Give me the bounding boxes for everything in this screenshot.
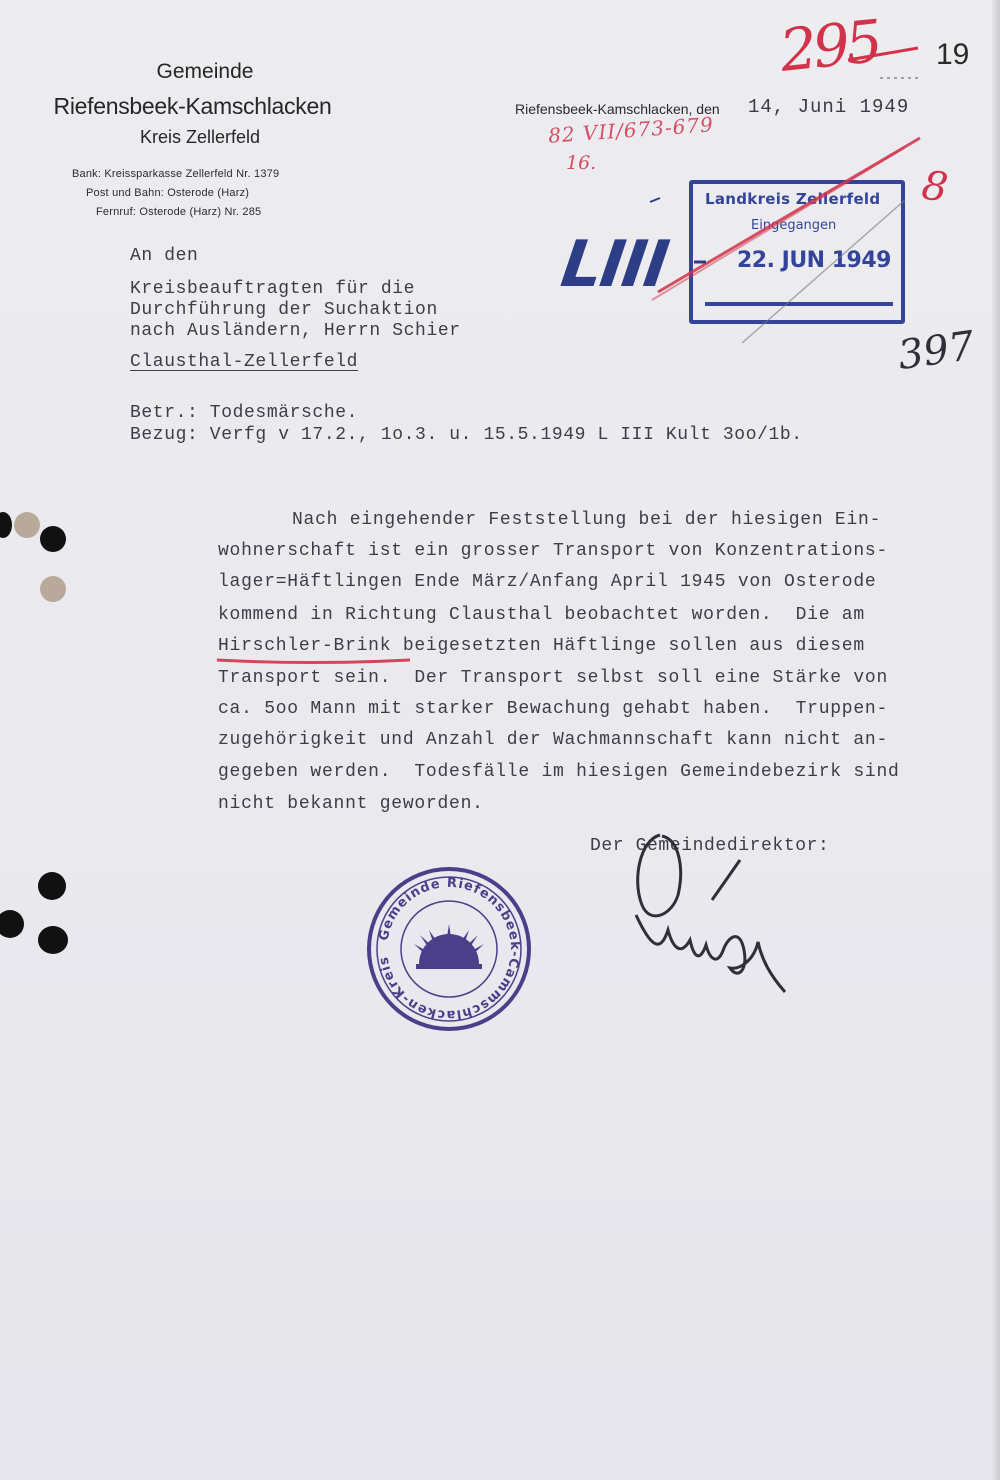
body-line: Hirschler-Brink beigesetzten Häftlinge sollen aus diesem	[218, 636, 865, 656]
body-line: wohnerschaft ist ein grosser Transport von Konzentrations-	[218, 541, 889, 561]
pencil-number: 397	[895, 322, 978, 380]
body-line: lager=Häftlingen Ende März/Anfang April 1945 von Osterode	[218, 572, 877, 592]
stamp-bar	[705, 302, 893, 306]
body-line: Nach eingehender Feststellung bei der hiesigen Ein-	[292, 510, 882, 530]
stamp-date: 22. JUN 1949	[737, 248, 891, 273]
received-stamp	[689, 180, 905, 324]
punch-hole	[14, 512, 40, 538]
closing-signature-line: Der Gemeindedirektor:	[590, 836, 830, 856]
address-line-2: Kreisbeauftragten für die	[130, 279, 416, 299]
punch-hole	[40, 526, 66, 552]
address-city: Clausthal-Zellerfeld	[130, 352, 359, 372]
body-line: kommend in Richtung Clausthal beobachtet worden. Die am	[218, 605, 865, 625]
blue-liii-mark: LIII	[556, 228, 672, 302]
punch-hole	[38, 926, 68, 954]
letterhead-municipality-name: Riefensbeek-Kamschlacken	[53, 93, 332, 119]
punch-hole	[38, 872, 66, 900]
punch-hole	[0, 910, 24, 938]
address-line-1: An den	[130, 246, 199, 266]
letterhead-gemeinde: Gemeinde	[156, 60, 254, 83]
letterhead-bank: Bank: Kreissparkasse Zellerfeld Nr. 1379	[72, 168, 280, 180]
red-handwritten-eight: 8	[918, 162, 951, 212]
reference-line: Bezug: Verfg v 17.2., 1o.3. u. 15.5.1949 L III Kult 3oo/1b.	[130, 425, 803, 445]
stamp-authority: Landkreis Zellerfeld	[705, 190, 881, 208]
body-line: Transport sein. Der Transport selbst soll eine Stärke von	[218, 668, 889, 688]
body-line: ca. 5oo Mann mit starker Bewachung gehabt haben. Truppen-	[218, 699, 889, 719]
punch-hole	[40, 576, 66, 602]
red-handwritten-reference: 82 VII/673-679	[547, 112, 715, 148]
letterhead-phone: Fernruf: Osterode (Harz) Nr. 285	[96, 206, 262, 218]
dateline-date: 14, Juni 1949	[748, 96, 910, 118]
svg-text:Gemeinde Riefensbeek-Cammschla: Gemeinde Riefensbeek-Cammschlacken-Kreis Zellerfeld	[358, 853, 523, 1023]
address-line-3: Durchführung der Suchaktion	[130, 300, 438, 320]
red-handwritten-number: 295	[776, 7, 883, 85]
address-line-4: nach Ausländern, Herrn Schier	[130, 321, 461, 341]
letterhead-post: Post und Bahn: Osterode (Harz)	[86, 187, 250, 199]
punch-hole	[0, 512, 12, 538]
page-number: 19	[936, 38, 970, 71]
page-edge	[992, 0, 1000, 1480]
dateline-place: Riefensbeek-Kamschlacken, den	[515, 101, 720, 117]
seal-sun-emblem	[414, 924, 484, 969]
stamp-received-label: Eingegangen	[751, 218, 837, 233]
letterhead-district: Kreis Zellerfeld	[139, 127, 261, 147]
subject-line: Betr.: Todesmärsche.	[130, 403, 359, 423]
body-line: gegeben werden. Todesfälle im hiesigen Gemeindebezirk sind	[218, 762, 900, 782]
body-line: nicht bekannt geworden.	[218, 794, 484, 814]
municipal-seal	[358, 853, 534, 1034]
body-line: zugehörigkeit und Anzahl der Wachmannschaft kann nicht an-	[218, 730, 889, 750]
red-handwritten-sixteen: 16.	[566, 152, 597, 174]
